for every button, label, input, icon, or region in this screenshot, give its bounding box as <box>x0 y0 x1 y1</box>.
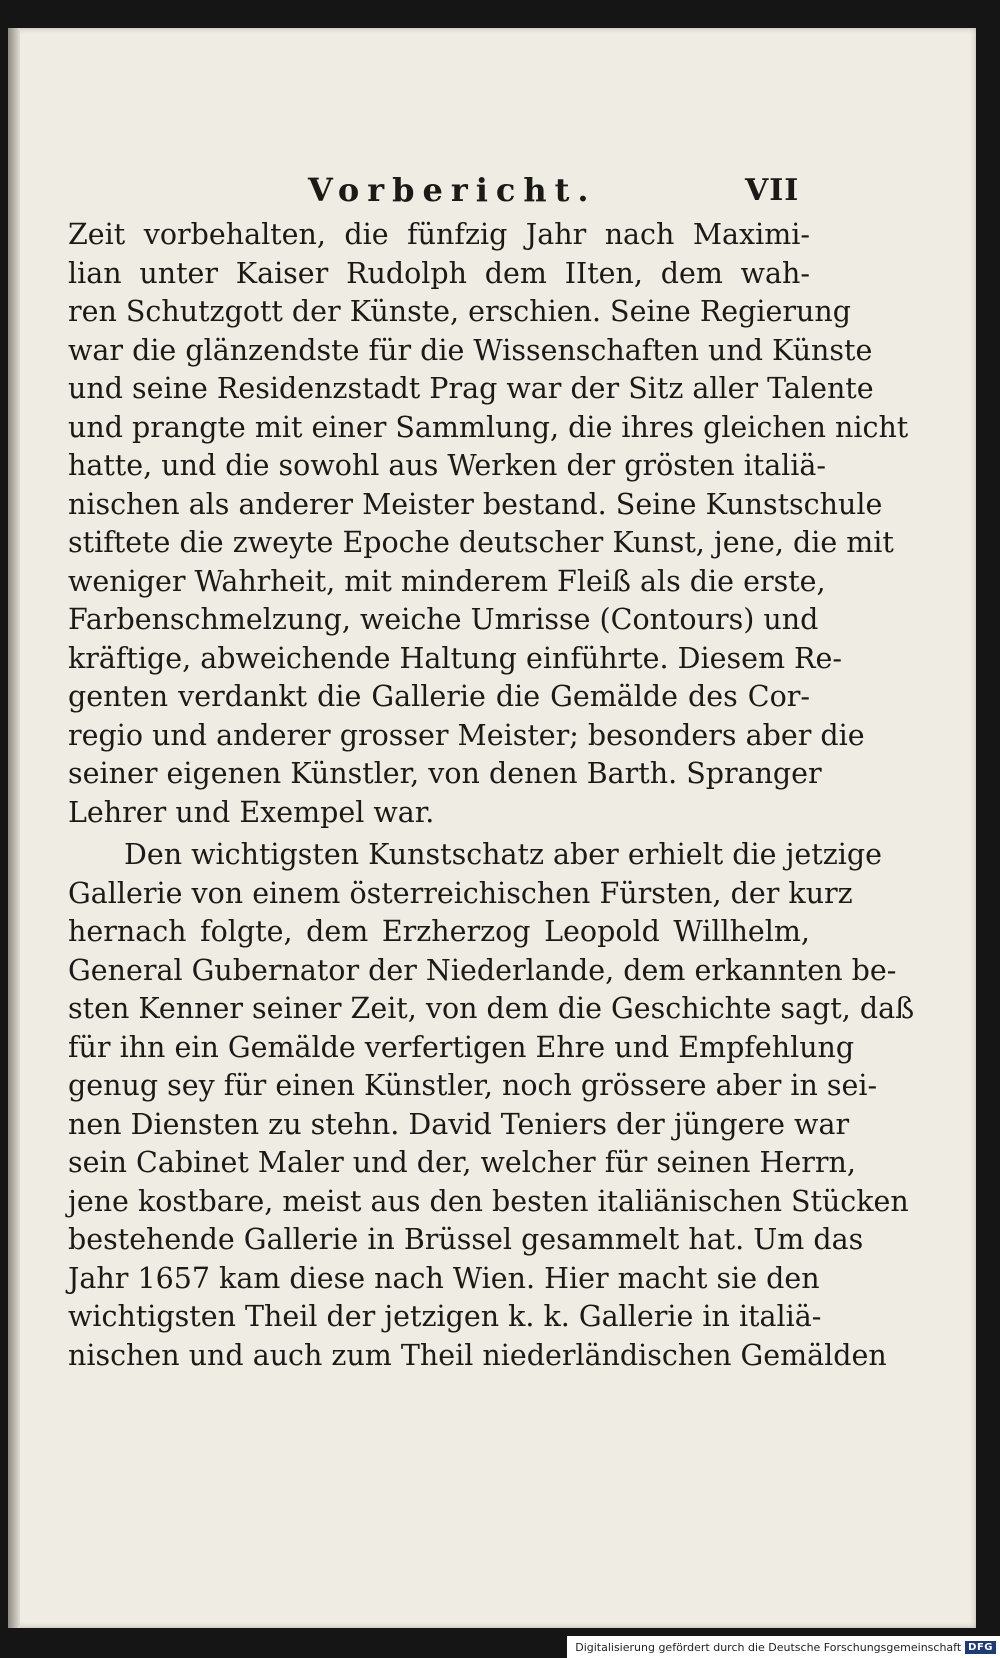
text-line: General Gubernator der Niederlande, dem erkannten be- <box>68 953 897 987</box>
digitization-credit-bar <box>567 1636 1000 1658</box>
text-line: kräftige, abweichende Haltung einführte. Diesem Re- <box>68 641 842 675</box>
page-number: VII <box>745 173 800 208</box>
text-line: jene kostbare, meist aus den besten italiänischen Stücken <box>68 1184 909 1218</box>
text-line: ren Schutzgott der Künste, erschien. Seine Regierung <box>68 295 851 328</box>
dfg-logo: DFG <box>965 1641 996 1654</box>
text-line: Zeit vorbehalten, die fünfzig Jahr nach Maximi- <box>68 218 810 251</box>
text-line: und seine Residenzstadt Prag war der Sitz aller Talente <box>68 372 874 405</box>
text-line: stiftete die zweyte Epoche deutscher Kunst, jene, die mit <box>68 526 894 559</box>
running-head: Vorbericht. <box>308 171 597 209</box>
text-line: genug sey für einen Künstler, noch grössere aber in sei- <box>68 1069 878 1102</box>
text-line: nischen als anderer Meister bestand. Seine Kunstschule <box>68 487 883 521</box>
text-line: nen Diensten zu stehn. David Teniers der jüngere war <box>68 1107 850 1141</box>
text-line: sten Kenner seiner Zeit, von dem die Geschichte sagt, daß <box>68 992 915 1025</box>
text-line: Lehrer und Exempel war. <box>68 795 435 829</box>
paragraph-1 <box>68 216 909 832</box>
text-line: Den wichtigsten Kunstschatz aber erhielt die jetzige <box>124 838 882 871</box>
text-line: Farbenschmelzung, weiche Umrisse (Contours) und <box>68 603 819 636</box>
digitization-credit: Digitalisierung gefördert durch die Deutsche Forschungsgemeinschaft <box>575 1640 962 1654</box>
text-line: regio und anderer grosser Meister; besonders aber die <box>68 718 865 752</box>
text-line: Jahr 1657 kam diese nach Wien. Hier macht sie den <box>68 1261 820 1295</box>
text-line: sein Cabinet Maler und der, welcher für seinen Herrn, <box>68 1146 856 1179</box>
text-line: seiner eigenen Künstler, von denen Barth. Spranger <box>68 757 822 790</box>
text-line: wichtigsten Theil der jetzigen k. k. Gallerie in italiä- <box>68 1300 822 1333</box>
text-line: lian unter Kaiser Rudolph dem IIten, dem wah- <box>68 256 810 290</box>
text-line: Gallerie von einem österreichischen Fürsten, der kurz <box>68 876 853 910</box>
text-line: hatte, und die sowohl aus Werken der grösten italiä- <box>68 449 827 482</box>
page-binding-edge <box>8 28 20 1628</box>
body-text <box>68 216 915 1375</box>
text-line: und prangte mit einer Sammlung, die ihres gleichen nicht <box>68 410 909 444</box>
text-line: nischen und auch zum Theil niederländischen Gemälden <box>68 1338 887 1372</box>
text-line: war die glänzendste für die Wissenschaften und Künste <box>68 333 873 367</box>
text-line: weniger Wahrheit, mit minderem Fleiß als die erste, <box>68 564 826 598</box>
text-line: genten verdankt die Gallerie die Gemälde des Cor- <box>68 680 810 713</box>
text-line: bestehende Gallerie in Brüssel gesammelt hat. Um das <box>68 1223 864 1256</box>
text-line: für ihn ein Gemälde verfertigen Ehre und Empfehlung <box>68 1030 855 1064</box>
text-line: hernach folgte, dem Erzherzog Leopold Willhelm, <box>68 915 810 948</box>
book-page <box>8 28 976 1628</box>
paragraph-2 <box>68 836 915 1375</box>
